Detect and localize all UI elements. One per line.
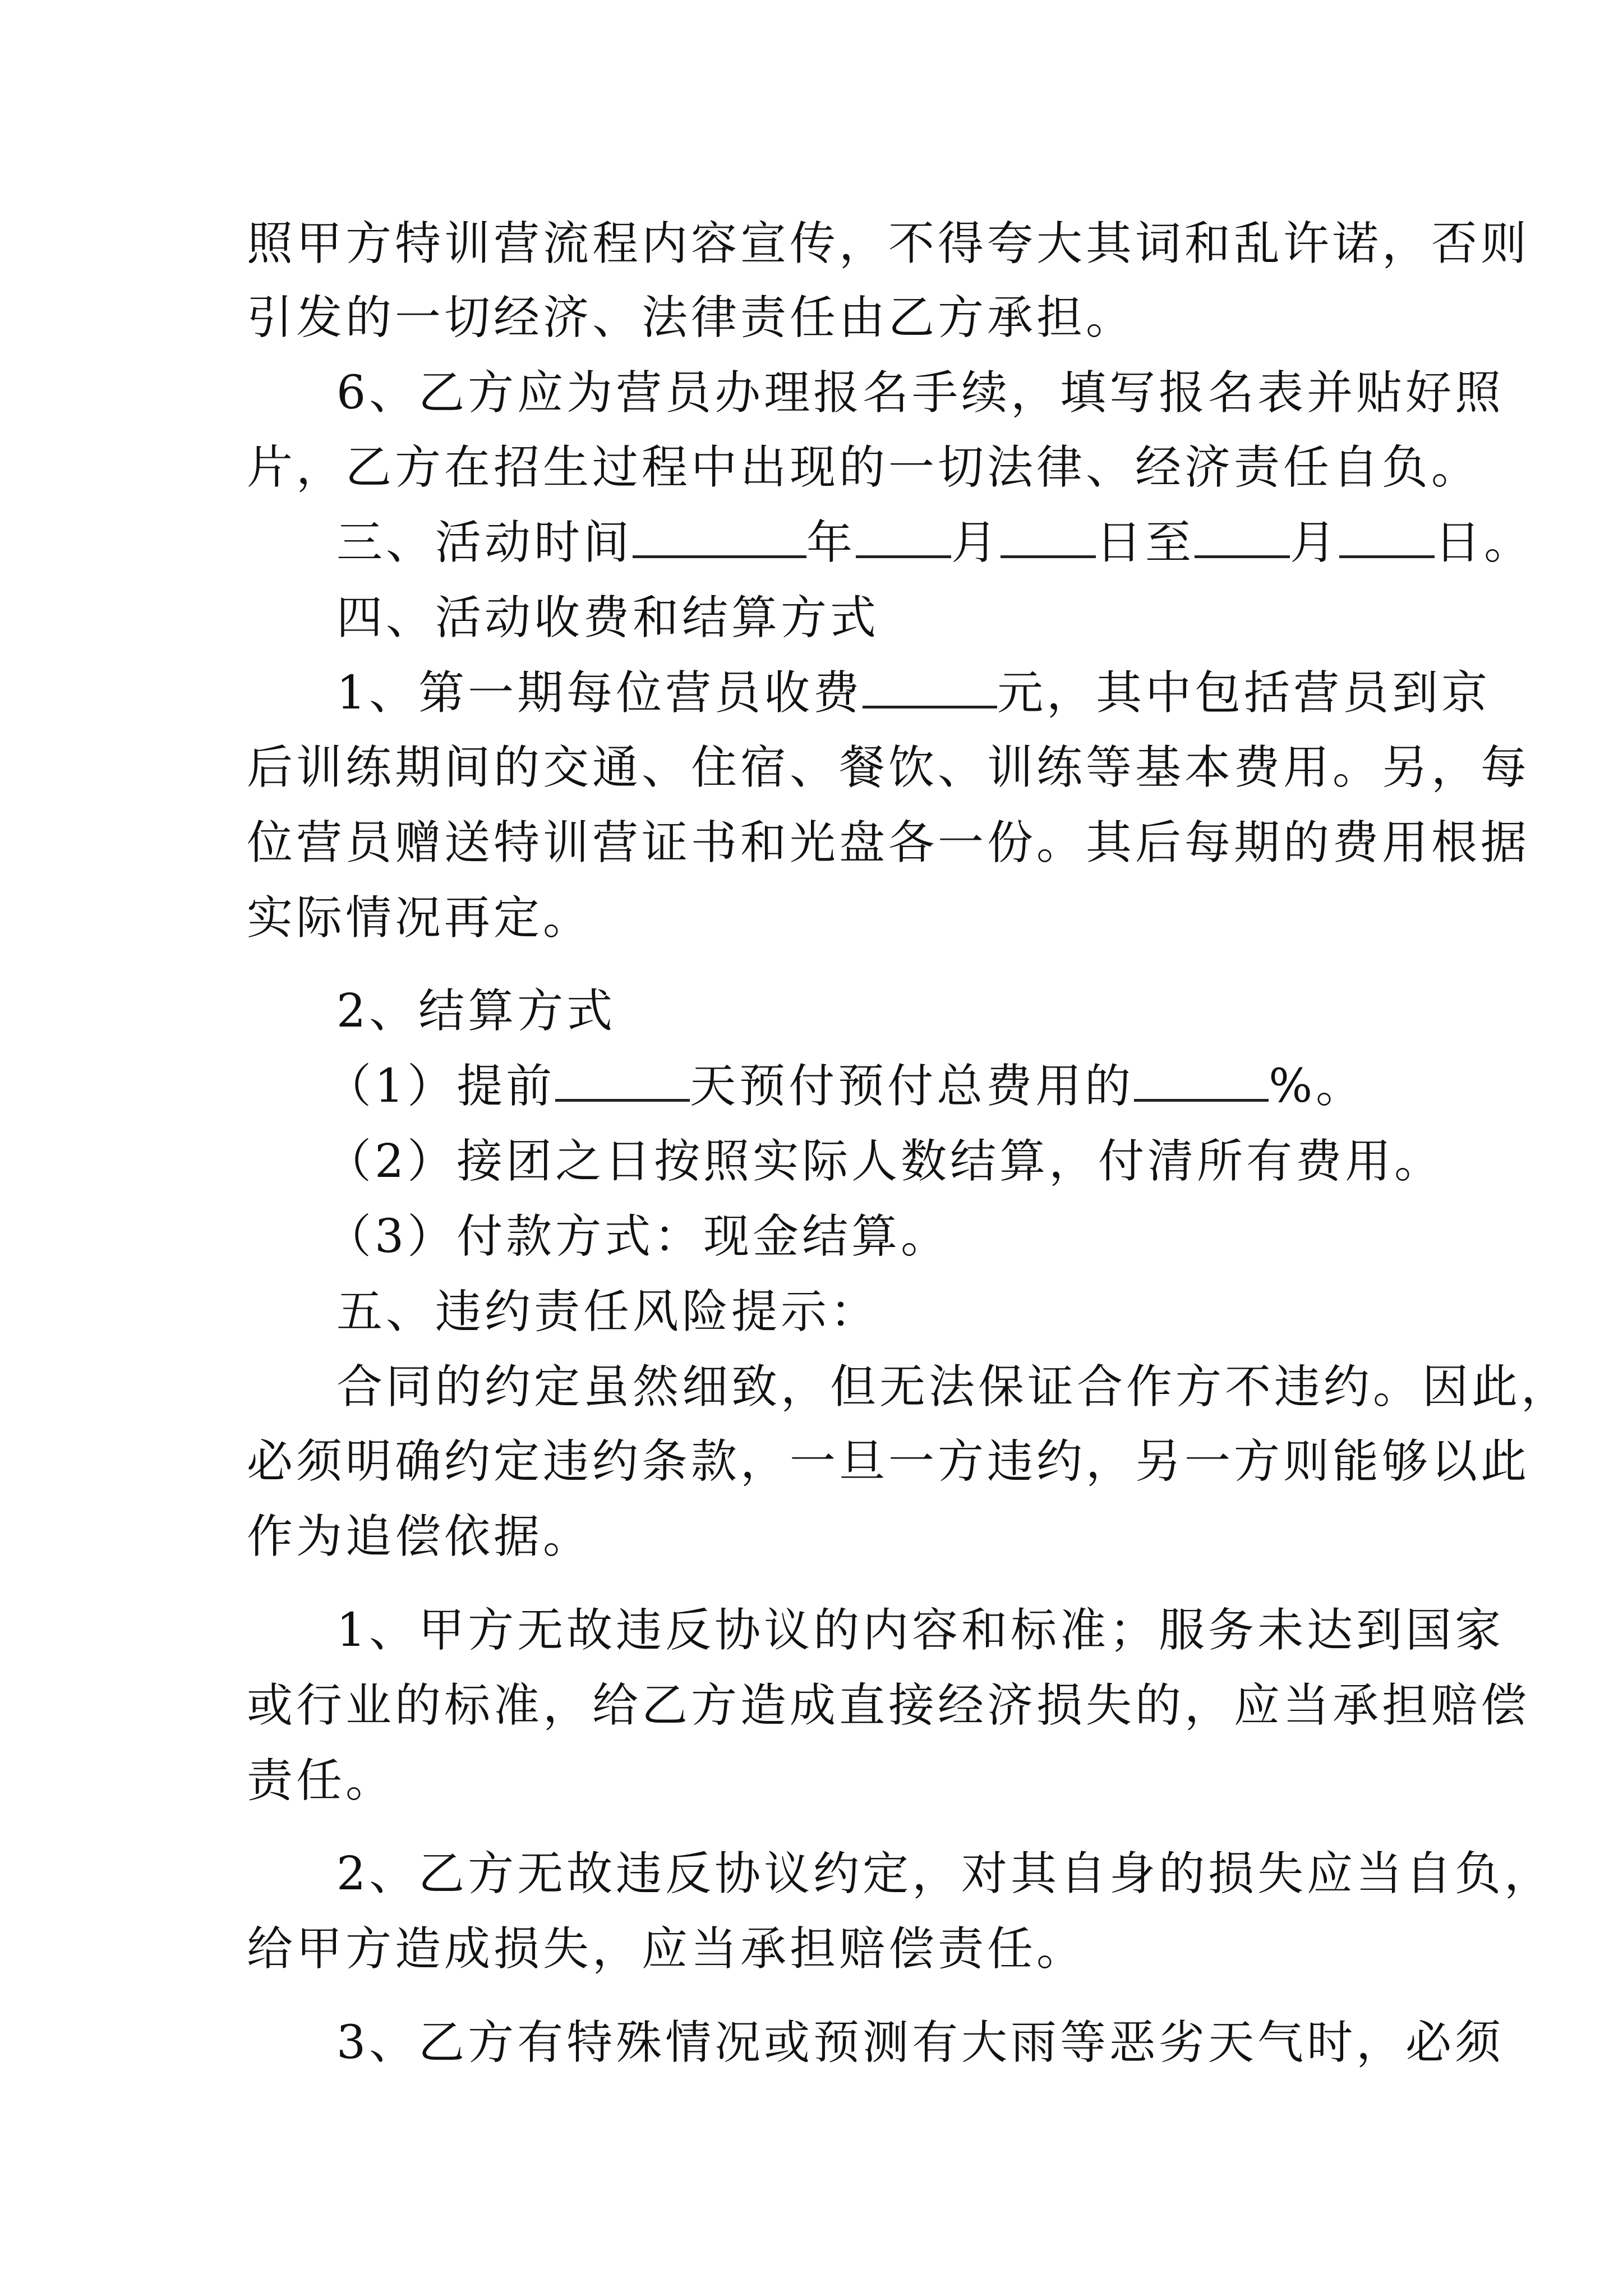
day-blank	[1000, 509, 1096, 558]
prepay-line	[325, 1053, 1380, 1120]
day-to-label: 日至	[1096, 516, 1195, 569]
paragraph-line: 引发的一切经济、法律责任由乙方承担。	[247, 291, 1136, 344]
paragraph-line: 实际情况再定。	[247, 891, 593, 945]
fee-label: 1、第一期每位营员收费	[336, 666, 863, 720]
paragraph-line: 2、乙方无故违反协议约定，对其自身的损失应当自负，	[336, 1847, 1554, 1901]
activity-time-label: 三、活动时间	[336, 516, 633, 569]
activity-time-line	[336, 509, 1534, 577]
settlement-heading: 2、结算方式	[336, 984, 616, 1038]
fee-description: 元，其中包括营员到京	[997, 666, 1491, 720]
end-month-label: 月	[1290, 516, 1340, 569]
year-label: 年	[806, 516, 856, 569]
month-blank	[856, 509, 951, 558]
prepay-days-blank	[555, 1053, 690, 1102]
paragraph-line: 必须明确约定违约条款，一旦一方违约，另一方则能够以此	[247, 1435, 1530, 1488]
percent-label: %。	[1269, 1060, 1366, 1113]
paragraph-line: 位营员赠送特训营证书和光盘各一份。其后每期的费用根据	[247, 816, 1530, 869]
end-day-blank	[1339, 509, 1435, 558]
section-heading: 五、违约责任风险提示：	[336, 1285, 880, 1338]
year-blank	[633, 509, 806, 558]
end-month-blank	[1195, 509, 1290, 558]
end-day-label: 日。	[1435, 516, 1534, 569]
month-label: 月	[951, 516, 1001, 569]
paragraph-line: 责任。	[247, 1754, 395, 1807]
settlement-item: （2）接团之日按照实际人数结算，付清所有费用。	[325, 1135, 1444, 1188]
paragraph-line: 合同的约定虽然细致，但无法保证合作方不违约。因此，	[336, 1360, 1571, 1414]
fee-line	[336, 660, 1491, 727]
paragraph-line: 3、乙方有特殊情况或预测有大雨等恶劣天气时，必须	[336, 2016, 1505, 2069]
section-heading: 四、活动收费和结算方式	[336, 591, 880, 645]
paragraph-line: 片，乙方在招生过程中出现的一切法律、经济责任自负。	[247, 441, 1481, 494]
paragraph-line: 6、乙方应为营员办理报名手续，填写报名表并贴好照	[336, 366, 1505, 420]
paragraph-line: 后训练期间的交通、住宿、餐饮、训练等基本费用。另，每	[247, 741, 1530, 794]
paragraph-line: 照甲方特训营流程内容宣传，不得夸大其词和乱许诺，否则	[247, 217, 1530, 270]
prepay-percent-blank	[1134, 1053, 1269, 1102]
prepay-label: （1）提前	[325, 1060, 556, 1113]
paragraph-line: 1、甲方无故违反协议的内容和标准；服务未达到国家	[336, 1604, 1505, 1657]
paragraph-line: 或行业的标准，给乙方造成直接经济损失的，应当承担赔偿	[247, 1679, 1530, 1732]
fee-blank	[863, 660, 997, 708]
paragraph-line: 作为追偿依据。	[247, 1510, 593, 1563]
prepay-description: 天预付预付总费用的	[690, 1060, 1135, 1113]
settlement-item: （3）付款方式：现金结算。	[325, 1210, 951, 1263]
paragraph-line: 给甲方造成损失，应当承担赔偿责任。	[247, 1922, 1086, 1976]
